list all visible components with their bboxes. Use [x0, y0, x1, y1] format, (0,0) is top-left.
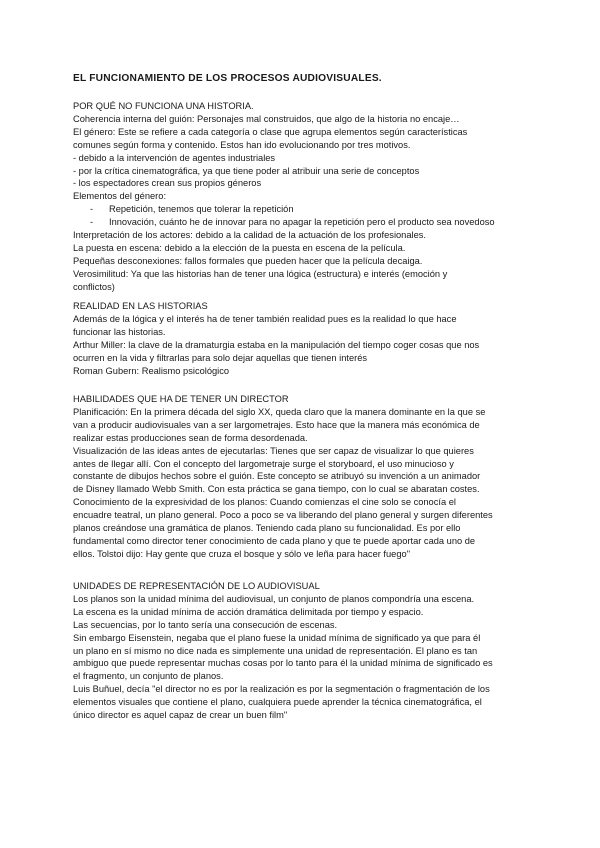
text-line: Las secuencias, por lo tanto sería una consecución de escenas.	[73, 619, 338, 630]
text-line: comunes según forma y contenido. Estos han ido evolucionando por tres motivos.	[73, 139, 411, 150]
text-line: Conocimiento de la expresividad de los planos: Cuando comienzas el cine solo se conocía el	[73, 497, 456, 508]
text-line: conflictos)	[73, 281, 115, 292]
section-director-skills	[73, 393, 533, 561]
text-line: constante de dibujos hechos sobre el guión. Este concepto se atribuyó su invención a un animador	[73, 471, 481, 482]
text-line: antes de llegar allí. Con el concepto del largometraje surge el storyboard, el uso minucioso y	[73, 458, 454, 469]
section-heading: POR QUÉ NO FUNCIONA UNA HISTORIA.	[73, 101, 254, 111]
text-line: único director es aquel capaz de crear un buen film"	[73, 710, 288, 721]
text-line: ambiguo que puede representar muchas cosas por lo tanto para él la unidad mínima de significado es	[73, 658, 493, 669]
bullet-item: - Repetición, tenemos que tolerar la repetición	[90, 204, 294, 215]
text-line: Visualización de las ideas antes de ejecutarlas: Tienes que ser capaz de visualizar lo que quieres	[73, 445, 474, 456]
text-line: Sin embargo Eisenstein, negaba que el plano fuese la unidad mínima de significado ya que para él	[73, 632, 481, 643]
text-line: elementos visuales que contiene el plano, cualquiera puede aprender la técnica cinematográfica, el	[73, 697, 482, 708]
text-line: Además de la lógica y el interés ha de tener también realidad pues es la realidad lo que hace	[73, 313, 457, 324]
text-line: funcionar las historias.	[73, 326, 166, 337]
text-line: Interpretación de los actores: debido a la calidad de la actuación de los profesionales.	[73, 230, 426, 241]
section-heading: HABILIDADES QUE HA DE TENER UN DIRECTOR	[73, 394, 289, 404]
section-why-story-fails	[73, 100, 533, 294]
text-line: Luis Buñuel, decía "el director no es por la realización es por la segmentación o fragmentación de los	[73, 684, 490, 695]
text-line: Los planos son la unidad mínima del audiovisual, un conjunto de planos compondría una escena.	[73, 593, 475, 604]
text-line: Arthur Miller: la clave de la dramaturgia estaba en la manipulación del tiempo coger cosas que nos	[73, 339, 480, 350]
section-units	[73, 580, 533, 722]
text-line: Coherencia interna del guión: Personajes mal construidos, que algo de la historia no encaje…	[73, 113, 460, 124]
text-line: Roman Gubern: Realismo psicológico	[73, 365, 230, 376]
text-line: Verosimilitud: Ya que las historias han de tener una lógica (estructura) e interés (emoción y	[73, 268, 448, 279]
text-line: La puesta en escena: debido a la elección de la puesta en escena de la película.	[73, 242, 406, 253]
text-line: Elementos del género:	[73, 191, 167, 202]
text-line: - debido a la intervención de agentes industriales	[73, 152, 276, 163]
text-line: - los espectadores crean sus propios géneros	[73, 178, 262, 189]
text-line: Planificación: En la primera década del siglo XX, queda claro que la manera dominante en la que se	[73, 406, 486, 417]
text-line: - por la crítica cinematográfica, ya que tiene poder al atribuir una serie de conceptos	[73, 165, 420, 176]
section-heading: REALIDAD EN LAS HISTORIAS	[73, 301, 208, 311]
text-line: La escena es la unidad mínima de acción dramática delimitada por tiempo y espacio.	[73, 606, 424, 617]
text-line: realizar estas producciones sean de forma desordenada.	[73, 432, 308, 443]
text-line: el fragmento, un conjunto de planos.	[73, 671, 224, 682]
section-reality	[73, 300, 533, 377]
bullet-item: - Innovación, cuánto he de innovar para no apagar la repetición pero el producto sea novedoso	[90, 217, 495, 228]
text-line: fundamental como director tener conocimiento de cada plano y que te puede aportar cada uno de	[73, 535, 476, 546]
text-line: van a producir audiovisuales van a ser largometrajes. Esto hace que la manera más económica de	[73, 419, 480, 430]
bullet-text: Repetición, tenemos que tolerar la repetición	[109, 204, 294, 215]
text-line: de Disney llamado Webb Smith. Con esta práctica se gana tiempo, con lo cual se abaratan costes.	[73, 484, 480, 495]
bullet-text: Innovación, cuánto he de innovar para no apagar la repetición pero el producto sea novedoso	[109, 217, 495, 228]
section-heading: UNIDADES DE REPRESENTACIÓN DE LO AUDIOVISUAL	[73, 581, 320, 591]
text-line: encuadre teatral, un plano general. Poco a poco se va liberando del plano general y surgen diferentes	[73, 510, 493, 521]
text-line: El género: Este se refiere a cada categoría o clase que agrupa elementos según características	[73, 126, 468, 137]
document-title: EL FUNCIONAMIENTO DE LOS PROCESOS AUDIOVISUALES.	[73, 73, 382, 84]
text-line: planos creándose una gramática de planos. Teniendo cada plano su funcionalidad. Es por ello	[73, 523, 461, 534]
text-line: Pequeñas desconexiones: fallos formales que pueden hacer que la película decaiga.	[73, 255, 423, 266]
text-line: un plano en sí mismo no dice nada es simplemente una unidad de representación. El plano es tan	[73, 645, 478, 656]
text-line: ocurren en la vida y filtrarlas para solo dejar aquellas que tienen interés	[73, 352, 368, 363]
text-line: ellos. Tolstoi dijo: Hay gente que cruza el bosque y sólo ve leña para hacer fuego"	[73, 548, 410, 559]
